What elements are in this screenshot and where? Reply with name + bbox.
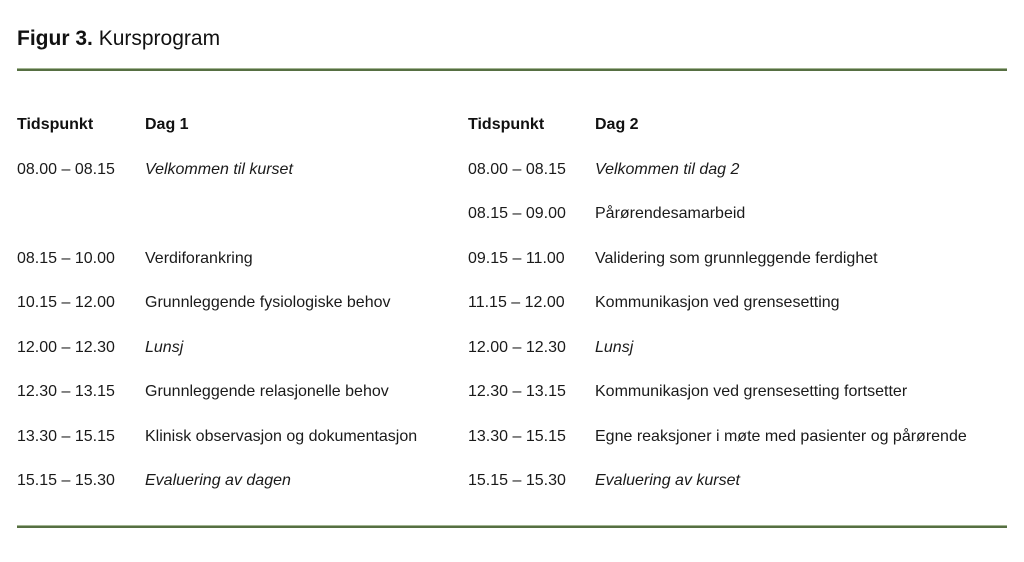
day2-activity-cell: Validering som grunnleggende ferdighet <box>595 249 878 267</box>
course-program-table <box>17 103 1007 504</box>
day1-time-cell: 12.00 – 12.30 <box>17 338 115 356</box>
day2-time-cell: 12.00 – 12.30 <box>468 338 566 356</box>
day1-time-cell: 08.00 – 08.15 <box>17 160 115 178</box>
day1-activity-cell: Evaluering av dagen <box>145 472 291 490</box>
day2-time-header: Tidspunkt <box>468 116 545 134</box>
day1-activity-cell: Grunnleggende relasjonelle behov <box>145 383 389 401</box>
day1-time-cell: 15.15 – 15.30 <box>17 472 115 490</box>
day2-activity-cell: Kommunikasjon ved grensesetting fortsetter <box>595 383 908 401</box>
day2-activity-cell: Evaluering av kurset <box>595 472 740 490</box>
day1-activity-cell: Verdiforankring <box>145 249 253 267</box>
day2-time-cell: 08.15 – 09.00 <box>468 205 566 223</box>
day1-activity-cell: Lunsj <box>145 338 184 356</box>
day2-time-cell: 11.15 – 12.00 <box>468 294 565 312</box>
day1-time-cell: 08.15 – 10.00 <box>17 249 115 267</box>
bottom-divider-line <box>17 525 1007 528</box>
day2-activity-cell: Kommunikasjon ved grensesetting <box>595 294 840 312</box>
day2-time-cell: 15.15 – 15.30 <box>468 472 566 490</box>
day2-activity-cell: Velkommen til dag 2 <box>595 160 740 178</box>
day1-activity-cell: Klinisk observasjon og dokumentasjon <box>145 427 418 445</box>
top-divider-line <box>17 68 1007 71</box>
day1-time-header: Tidspunkt <box>17 116 94 134</box>
day1-activity-cell: Grunnleggende fysiologiske behov <box>145 294 391 312</box>
day2-activity-cell: Pårørendesamarbeid <box>595 205 746 223</box>
day1-header: Dag 1 <box>145 116 189 134</box>
figure-title: Kursprogram <box>98 27 221 50</box>
day2-time-cell: 13.30 – 15.15 <box>468 427 566 445</box>
day2-time-cell: 09.15 – 11.00 <box>468 249 565 267</box>
day2-header: Dag 2 <box>595 116 639 134</box>
day1-activity-cell: Velkommen til kurset <box>145 160 293 178</box>
day2-activity-cell: Egne reaksjoner i møte med pasienter og pårørende <box>595 427 967 445</box>
figure-label: Figur 3. <box>17 27 93 50</box>
day1-time-cell: 12.30 – 13.15 <box>17 383 115 401</box>
day1-time-cell: 10.15 – 12.00 <box>17 294 115 312</box>
day2-activity-cell: Lunsj <box>595 338 634 356</box>
day2-time-cell: 08.00 – 08.15 <box>468 160 566 178</box>
day2-time-cell: 12.30 – 13.15 <box>468 383 566 401</box>
figure-caption <box>17 26 220 52</box>
day1-time-cell: 13.30 – 15.15 <box>17 427 115 445</box>
